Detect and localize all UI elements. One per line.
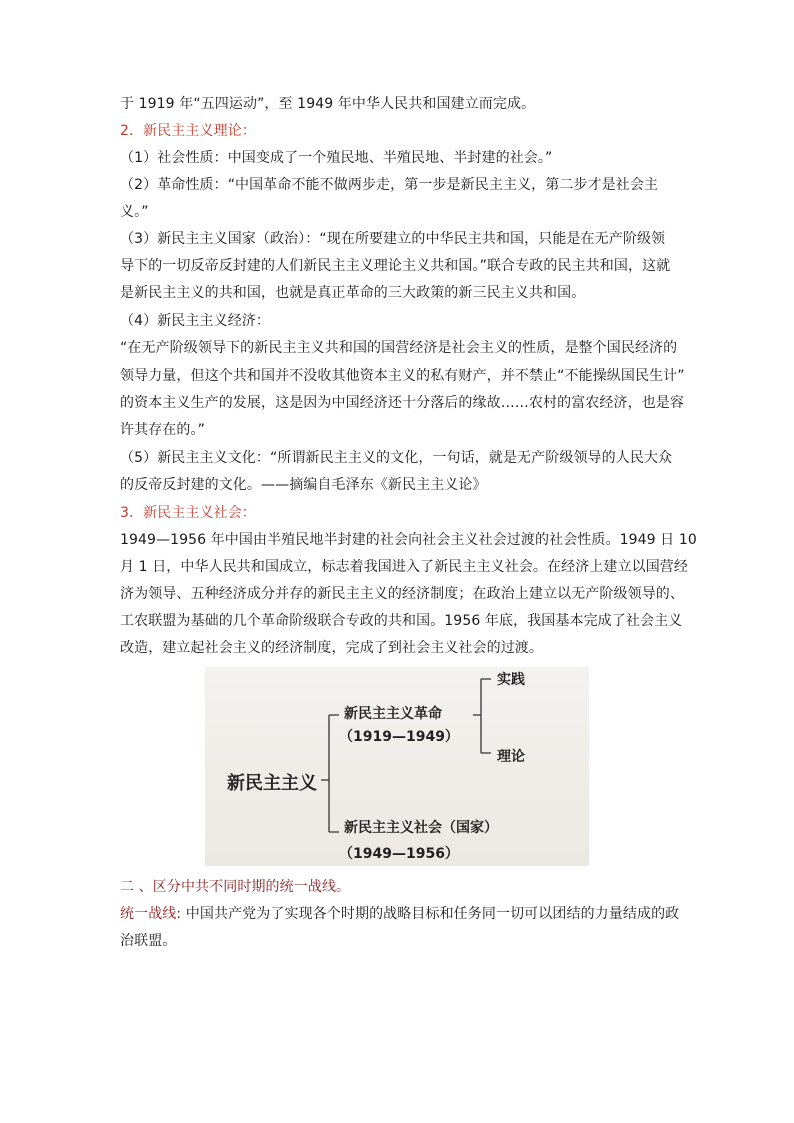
text-line: 改造，建立起社会主义的经济制度，完成了到社会主义社会的过渡。	[120, 640, 543, 656]
diagram-root: 新民主主义	[227, 773, 317, 794]
text-line: （3）新民主主义国家（政治）：“现在所要建立的中华民主共和国，只能是在无产阶级领	[120, 231, 666, 247]
text-line: 月 1 日，中华人民共和国成立，标志着我国进入了新民主主义社会。在经济上建立以国营经	[120, 559, 689, 575]
definition-term: 统一战线:	[120, 906, 182, 922]
text-line: 工农联盟为基础的几个革命阶级联合专政的共和国。1956 年底，我国基本完成了社会主义	[120, 613, 683, 629]
diagram-leaf-practice: 实践	[497, 672, 525, 688]
concept-diagram	[205, 667, 589, 866]
diagram-branch-revolution: 新民主主义革命	[344, 706, 442, 722]
text-line: 领导力量，但这个共和国并不没收其他资本主义的私有财产，并不禁止“不能操纵国民生计”	[120, 368, 685, 384]
text-line: （4）新民主主义经济：	[120, 313, 271, 329]
text-line: 济为领导、五种经济成分并存的新民主主义的经济制度；在政治上建立以无产阶级领导的、	[120, 586, 684, 602]
text-line: 是新民主主义的共和国，也就是真正革命的三大政策的新三民主义共和国。	[120, 285, 586, 301]
definition-line	[120, 904, 680, 924]
diagram-branch-revolution-years: （1919—1949）	[339, 729, 459, 745]
section-heading: 二 、区分中共不同时期的统一战线。	[120, 879, 351, 895]
text-line: 于 1919 年“五四运动”，至 1949 年中华人民共和国建立而完成。	[120, 96, 536, 112]
text-line: 的资本主义生产的发展，这是因为中国经济还十分落后的缘故……农村的富农经济，也是容	[120, 395, 684, 411]
text-line: 义。”	[120, 204, 149, 220]
diagram-branch-society: 新民主主义社会（国家）	[344, 820, 498, 836]
text-line: （1）社会性质：中国变成了一个殖民地、半殖民地、半封建的社会。”	[120, 150, 553, 166]
heading-society: 3．新民主主义社会：	[120, 505, 256, 521]
heading-theory: 2．新民主主义理论：	[120, 123, 256, 139]
text-line: 许其存在的。”	[120, 422, 205, 438]
diagram-branch-society-years: （1949—1956）	[339, 846, 459, 862]
diagram-leaf-theory: 理论	[497, 749, 525, 765]
definition-text: 中国共产党为了实现各个时期的战略目标和任务同一切可以团结的力量结成的政	[181, 906, 680, 922]
text-line: 导下的一切反帝反封建的人们新民主主义理论主义共和国。”联合专政的民主共和国，这就	[120, 258, 671, 274]
text-line: （2）革命性质：“中国革命不能不做两步走，第一步是新民主主义，第二步才是社会主	[120, 177, 659, 193]
text-line: 1949—1956 年中国由半殖民地半封建的社会向社会主义社会过渡的社会性质。1949 日 10	[120, 532, 697, 548]
text-line: 的反帝反封建的文化。——摘编自毛泽东《新民主主义论》	[120, 477, 487, 493]
definition-line-2: 治联盟。	[120, 933, 177, 949]
text-line: “在无产阶级领导下的新民主主义共和国的国营经济是社会主义的性质，是整个国民经济的	[120, 340, 678, 356]
text-line: （5）新民主主义文化：“所谓新民主主义的文化，一句话，就是无产阶级领导的人民大众	[120, 450, 673, 466]
